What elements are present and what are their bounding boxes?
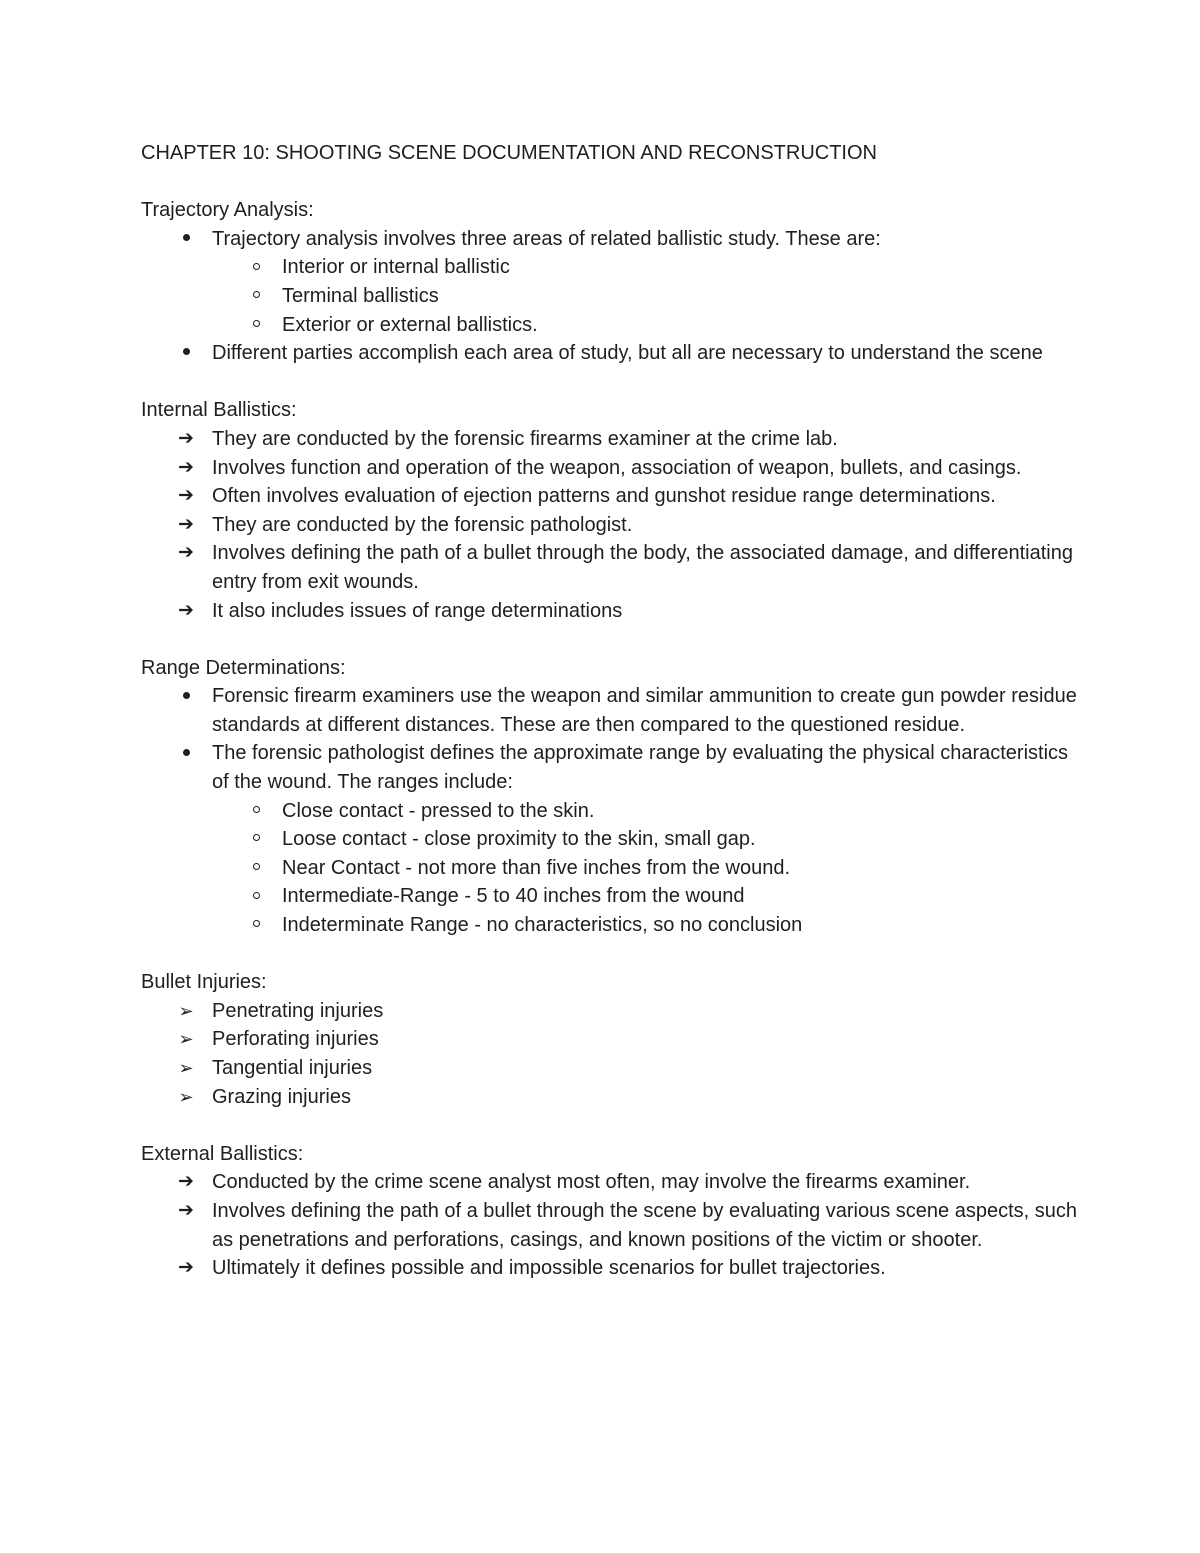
sub-list-item [141, 253, 1081, 282]
arrowhead-bullet-icon: ➢ [178, 1029, 194, 1050]
list-item [141, 339, 1081, 368]
list-item [141, 482, 1081, 511]
list-item-text: Involves defining the path of a bullet through the body, the associated damage, and differentiating entry from exit wounds. [212, 542, 1073, 593]
list-item-text: Loose contact - close proximity to the skin, small gap. [282, 828, 756, 851]
list-item-text: Tangential injuries [212, 1057, 373, 1079]
sub-list-item [141, 311, 1081, 340]
list-item [141, 682, 1081, 739]
sub-list-item [141, 882, 1081, 911]
bullet-list [141, 225, 1081, 368]
list-item-text: They are conducted by the forensic pathologist. [212, 513, 633, 536]
arrowhead-bullet-icon: ➢ [178, 1000, 194, 1021]
arrow-bullet-icon: ➔ [178, 1171, 194, 1193]
list-item-text: Grazing injuries [212, 1085, 351, 1108]
list-item-text: Perforating injuries [212, 1028, 379, 1051]
arrow-bullet-icon: ➔ [178, 1199, 194, 1221]
section-heading: External Ballistics: [141, 1142, 304, 1165]
arrow-bullet-icon: ➔ [178, 456, 194, 478]
list-item-text: Forensic firearm examiners use the weapon and similar ammunition to create gun powder residue standards at different distances. These are then compared to the questioned residue. [212, 685, 1077, 736]
list-item [141, 1197, 1081, 1254]
list-item-text: Interior or internal ballistic [282, 256, 510, 279]
arrowhead-bullet-icon: ➢ [178, 1058, 194, 1078]
section-range-determinations [141, 654, 1081, 940]
list-item [141, 454, 1081, 483]
arrow-list [141, 425, 1081, 625]
list-item [141, 225, 1081, 254]
list-item-text: Indeterminate Range - no characteristics, so no conclusion [282, 914, 803, 937]
list-item [141, 539, 1081, 596]
hollow-bullet-icon [247, 311, 265, 340]
list-item-text: Often involves evaluation of ejection patterns and gunshot residue range determinations. [212, 485, 996, 508]
list-item-text: Exterior or external ballistics. [282, 313, 538, 336]
hollow-bullet-icon [247, 282, 265, 311]
hollow-bullet-icon [247, 911, 265, 940]
list-item [141, 511, 1081, 540]
list-item [141, 1254, 1081, 1283]
list-item-text: Intermediate-Range - 5 to 40 inches from the wound [282, 885, 745, 908]
list-item-text: Near Contact - not more than five inches from the wound. [282, 856, 791, 879]
list-item-text: Involves function and operation of the weapon, association of weapon, bullets, and casings. [212, 456, 1022, 479]
section-bullet-injuries [141, 968, 1081, 1111]
sub-list-item [141, 797, 1081, 826]
arrow-bullet-icon: ➔ [178, 513, 194, 535]
hollow-bullet-icon [247, 253, 265, 282]
list-item [141, 997, 1081, 1026]
hollow-bullet-icon [247, 797, 265, 826]
list-item-text: Different parties accomplish each area of study, but all are necessary to understand the scene [212, 342, 1043, 365]
filled-bullet-icon [177, 739, 195, 768]
list-item [141, 597, 1081, 626]
list-item [141, 1054, 1081, 1083]
section-heading: Range Determinations: [141, 656, 346, 679]
section-heading: Trajectory Analysis: [141, 199, 314, 222]
list-item-text: Close contact - pressed to the skin. [282, 799, 595, 822]
list-item-text: It also includes issues of range determinations [212, 599, 623, 622]
sub-list-item [141, 911, 1081, 940]
list-item-text: Terminal ballistics [282, 284, 439, 307]
hollow-bullet-icon [247, 882, 265, 911]
hollow-bullet-icon [247, 825, 265, 854]
section-internal-ballistics [141, 396, 1081, 625]
filled-bullet-icon [177, 225, 195, 254]
list-item-text: Conducted by the crime scene analyst most often, may involve the firearms examiner. [212, 1171, 971, 1194]
list-item-text: The forensic pathologist defines the approximate range by evaluating the physical characteristics of the wound. The ranges include: [212, 742, 1069, 794]
section-heading: Bullet Injuries: [141, 971, 267, 994]
list-item [141, 739, 1081, 796]
list-item-text: Ultimately it defines possible and impossible scenarios for bullet trajectories. [212, 1257, 886, 1280]
sub-list-item [141, 825, 1081, 854]
list-item-text: Penetrating injuries [212, 999, 384, 1022]
arrow-list [141, 1168, 1081, 1282]
bullet-list [141, 682, 1081, 939]
hollow-bullet-icon [247, 854, 265, 883]
list-item [141, 1025, 1081, 1054]
chevron-list [141, 997, 1081, 1111]
arrow-bullet-icon: ➔ [178, 427, 194, 449]
list-item [141, 1083, 1081, 1112]
sub-list-item [141, 282, 1081, 311]
list-item [141, 1168, 1081, 1197]
section-external-ballistics [141, 1140, 1081, 1283]
list-item-text: Involves defining the path of a bullet through the scene by evaluating various scene aspects, such as penetrations and perforations, casings, and known positions of the victim or shooter. [212, 1199, 1077, 1251]
arrow-bullet-icon: ➔ [178, 1257, 194, 1279]
list-item-text: Trajectory analysis involves three areas of related ballistic study. These are: [212, 227, 881, 250]
section-heading: Internal Ballistics: [141, 399, 297, 422]
arrow-bullet-icon: ➔ [178, 542, 194, 564]
filled-bullet-icon [177, 682, 195, 711]
filled-bullet-icon [177, 339, 195, 368]
sub-list-item [141, 854, 1081, 883]
list-item [141, 425, 1081, 454]
arrowhead-bullet-icon: ➢ [178, 1086, 194, 1107]
list-item-text: They are conducted by the forensic firearms examiner at the crime lab. [212, 427, 838, 450]
document-page [141, 139, 1081, 1311]
section-trajectory-analysis [141, 196, 1081, 368]
arrow-bullet-icon: ➔ [178, 485, 194, 507]
chapter-title: CHAPTER 10: SHOOTING SCENE DOCUMENTATION AND RECONSTRUCTION [141, 142, 877, 164]
arrow-bullet-icon: ➔ [178, 599, 194, 621]
